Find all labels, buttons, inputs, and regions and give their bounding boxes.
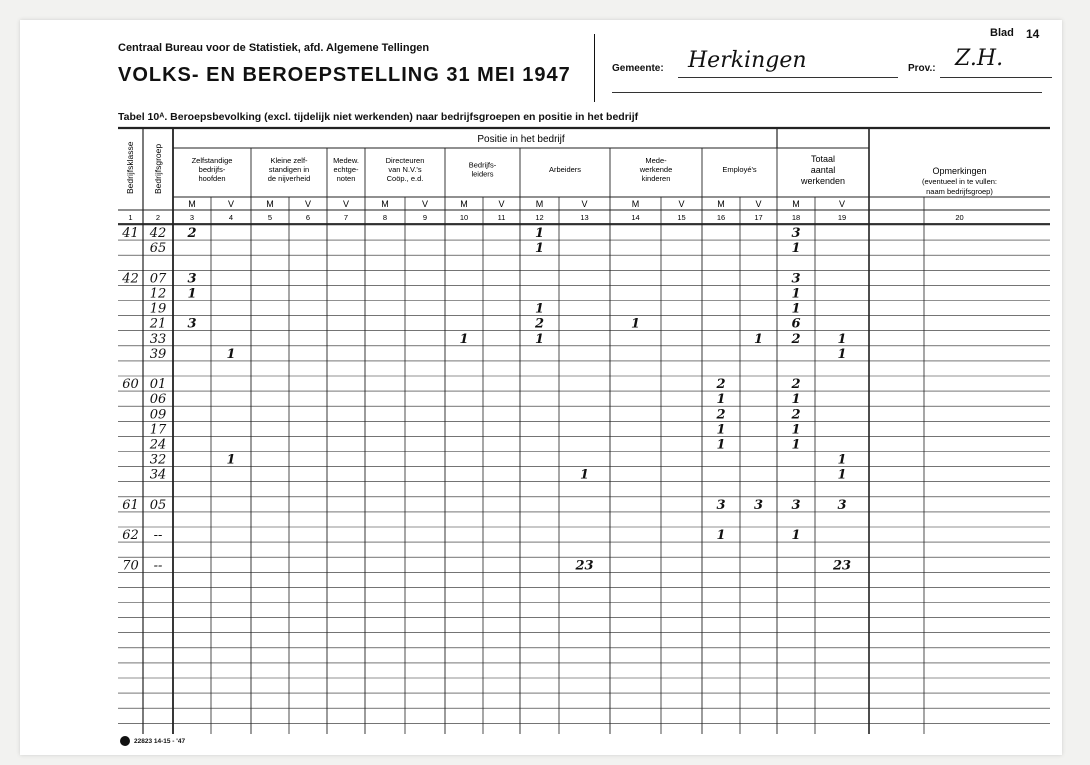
totaal-header-line: Totaal	[810, 154, 836, 164]
cell-value: 3	[187, 316, 197, 332]
mv-label: M	[717, 199, 725, 209]
mv-label: V	[421, 199, 429, 209]
mv-label: M	[381, 199, 389, 209]
mv-label: V	[755, 199, 762, 209]
group-header-line: kinderen	[641, 174, 671, 183]
cell-value: 1	[837, 467, 847, 483]
column-number: 20	[955, 213, 964, 222]
group-header-line: Medew.	[333, 156, 359, 165]
cell-value: 3	[187, 271, 197, 287]
cell-value: 2	[187, 226, 197, 242]
cell-value: 23	[832, 558, 852, 574]
cell-value: 1	[837, 452, 847, 468]
cell-value: 1	[837, 346, 847, 362]
group-header-line: Kleine zelf-	[270, 156, 308, 165]
cell-value: 1	[791, 286, 801, 302]
column-number: 12	[535, 213, 544, 222]
mv-label: V	[581, 199, 588, 209]
cell-value: 1	[630, 316, 641, 332]
group-header-line: noten	[336, 174, 356, 183]
column-number: 16	[716, 213, 726, 222]
cell-value: 1	[837, 331, 847, 347]
cell-value: 6	[791, 316, 801, 332]
opmerkingen-header-line: Opmerkingen	[932, 166, 987, 176]
cell-value: 1	[791, 528, 801, 544]
prov-underline	[940, 77, 1052, 78]
group-header-line: Mede-	[645, 156, 667, 165]
mv-label: M	[535, 199, 544, 209]
bedrijfsgroep-value: 21	[149, 316, 167, 332]
cell-value: 2	[534, 316, 545, 332]
header-rule	[612, 92, 1042, 93]
header-divider	[594, 34, 595, 102]
mv-label: V	[498, 199, 505, 209]
group-header-line: bedrijfs-	[198, 165, 226, 174]
column-number: 1	[128, 213, 133, 222]
tabel-title: Tabel 10ᴬ. Beroepsbevolking (excl. tijdelijk niet werkenden) naar bedrijfsgroepen en positie in het bedrijf	[118, 111, 639, 123]
prov-label: Prov.:	[908, 63, 936, 74]
cell-value: 1	[791, 241, 801, 257]
bedrijfsgroep-value: 17	[149, 422, 167, 438]
census-title: VOLKS- EN BEROEPSTELLING 31 MEI 1947	[118, 64, 571, 86]
bedrijfsklasse-value: 60	[122, 377, 139, 393]
prov-value: Z.H.	[955, 46, 1004, 71]
blad-number: 14	[1026, 27, 1040, 41]
cell-value: 1	[459, 331, 469, 347]
census-table	[118, 124, 1050, 739]
bedrijfsklasse-value: 41	[122, 226, 139, 242]
cell-value: 1	[791, 392, 801, 408]
cell-value: 2	[791, 407, 801, 423]
group-header-line: echtge-	[333, 165, 359, 174]
bedrijfsgroep-header: Bedrijfsgroep	[153, 143, 163, 194]
totaal-header-line: aantal	[810, 165, 836, 175]
mv-label: M	[460, 199, 468, 209]
mv-label: V	[678, 199, 685, 209]
bedrijfsgroep-value: 06	[149, 392, 167, 408]
cell-value: 1	[753, 331, 764, 347]
bedrijfsgroep-value: 65	[149, 241, 167, 257]
group-header-line: de nijverheid	[267, 174, 311, 183]
mv-label: V	[838, 199, 846, 209]
bedrijfsklasse-value: 61	[122, 497, 139, 513]
column-number: 9	[422, 213, 428, 222]
mv-label: M	[631, 199, 640, 209]
bedrijfsklasse-header: Bedrijfsklasse	[125, 141, 135, 194]
cell-value: 2	[716, 407, 726, 423]
totaal-header-line: werkenden	[800, 176, 846, 186]
group-header-line: werkende	[639, 165, 673, 174]
column-number: 19	[837, 213, 847, 222]
cell-value: 1	[716, 437, 726, 453]
cell-value: 3	[791, 226, 801, 242]
cell-value: 2	[791, 331, 801, 347]
column-number: 7	[343, 213, 349, 222]
bedrijfsgroep-value: --	[153, 528, 163, 544]
bedrijfsgroep-value: --	[153, 558, 163, 574]
mv-label: V	[227, 199, 235, 209]
group-header-line: Coöp., e.d.	[386, 174, 424, 183]
column-number: 8	[382, 213, 388, 222]
bedrijfsklasse-value: 70	[122, 558, 139, 574]
cell-value: 2	[791, 377, 801, 393]
bedrijfsklasse-value: 62	[122, 528, 139, 544]
bedrijfsgroep-value: 34	[149, 467, 167, 483]
group-header-line: van N.V.'s	[388, 165, 422, 174]
bedrijfsgroep-value: 05	[149, 497, 167, 513]
column-number: 5	[267, 213, 273, 222]
mv-label: V	[342, 199, 350, 209]
print-code	[120, 736, 185, 746]
census-form-sheet	[20, 20, 1062, 755]
census-table-grid	[118, 124, 1050, 734]
cell-value: 1	[187, 286, 197, 302]
gemeente-label: Gemeente:	[612, 63, 664, 74]
bedrijfsgroep-value: 09	[149, 407, 167, 423]
cell-value: 1	[791, 301, 801, 317]
group-header-line: Bedrijfs-	[468, 160, 497, 170]
cell-value: 1	[579, 467, 590, 483]
group-header-line: Arbeiders	[548, 165, 582, 174]
bedrijfsgroep-value: 39	[149, 346, 167, 362]
group-header-line: standigen in	[268, 165, 310, 174]
cell-value: 3	[753, 497, 764, 513]
column-number: 11	[497, 213, 506, 222]
cell-value: 2	[716, 377, 726, 393]
cell-value: 1	[791, 422, 801, 438]
bedrijfsgroep-value: 07	[149, 271, 167, 287]
column-number: 13	[580, 213, 589, 222]
positie-header: Positie in het bedrijf	[477, 134, 565, 145]
cell-value: 1	[791, 437, 801, 453]
cell-value: 1	[226, 452, 236, 468]
cell-value: 1	[226, 346, 236, 362]
mv-label: V	[304, 199, 312, 209]
mv-label: M	[792, 199, 800, 209]
bedrijfsklasse-value: 42	[122, 271, 139, 287]
print-mark-icon	[120, 736, 130, 746]
group-header-line: leiders	[471, 169, 494, 179]
mv-label: M	[188, 199, 196, 209]
cell-value: 1	[716, 528, 726, 544]
column-number: 4	[228, 213, 234, 222]
cell-value: 3	[837, 497, 847, 513]
column-number: 15	[677, 213, 686, 222]
opmerkingen-header-line: (eventueel in te vullen:	[921, 177, 998, 186]
cell-value: 3	[791, 497, 801, 513]
bedrijfsgroep-value: 32	[149, 452, 167, 468]
cell-value: 1	[716, 392, 726, 408]
group-header-line: Zelfstandige	[191, 156, 233, 165]
group-header-line: hoofden	[198, 174, 226, 183]
bedrijfsgroep-value: 12	[149, 286, 167, 302]
bedrijfsgroep-value: 01	[149, 377, 167, 393]
cell-value: 1	[716, 422, 726, 438]
cell-value: 23	[575, 558, 594, 574]
group-header-line: Employé's	[722, 165, 757, 174]
bedrijfsgroep-value: 24	[149, 437, 167, 453]
cell-value: 1	[534, 241, 545, 257]
cell-value: 3	[716, 497, 726, 513]
cell-value: 1	[534, 301, 545, 317]
bureau-heading: Centraal Bureau voor de Statistiek, afd. Algemene Tellingen	[118, 42, 430, 54]
bedrijfsgroep-value: 19	[149, 301, 167, 317]
column-number: 6	[305, 213, 311, 222]
cell-value: 1	[534, 226, 545, 242]
column-number: 18	[791, 213, 801, 222]
group-header-line: Directeuren	[385, 156, 425, 165]
column-number: 10	[459, 213, 469, 222]
gemeente-underline	[678, 77, 898, 78]
cell-value: 3	[791, 271, 801, 287]
print-code-text: 22823 14-15 - '47	[134, 737, 186, 745]
cell-value: 1	[534, 331, 545, 347]
column-number: 17	[754, 213, 763, 222]
mv-label: M	[266, 199, 274, 209]
bedrijfsgroep-value: 42	[149, 226, 167, 242]
gemeente-value: Herkingen	[688, 48, 807, 73]
column-number: 14	[631, 213, 640, 222]
column-number: 2	[155, 213, 161, 222]
opmerkingen-header-line: naam bedrijfsgroep)	[926, 187, 993, 196]
column-number: 3	[189, 213, 195, 222]
bedrijfsgroep-value: 33	[149, 331, 167, 347]
blad-label: Blad	[990, 27, 1014, 39]
